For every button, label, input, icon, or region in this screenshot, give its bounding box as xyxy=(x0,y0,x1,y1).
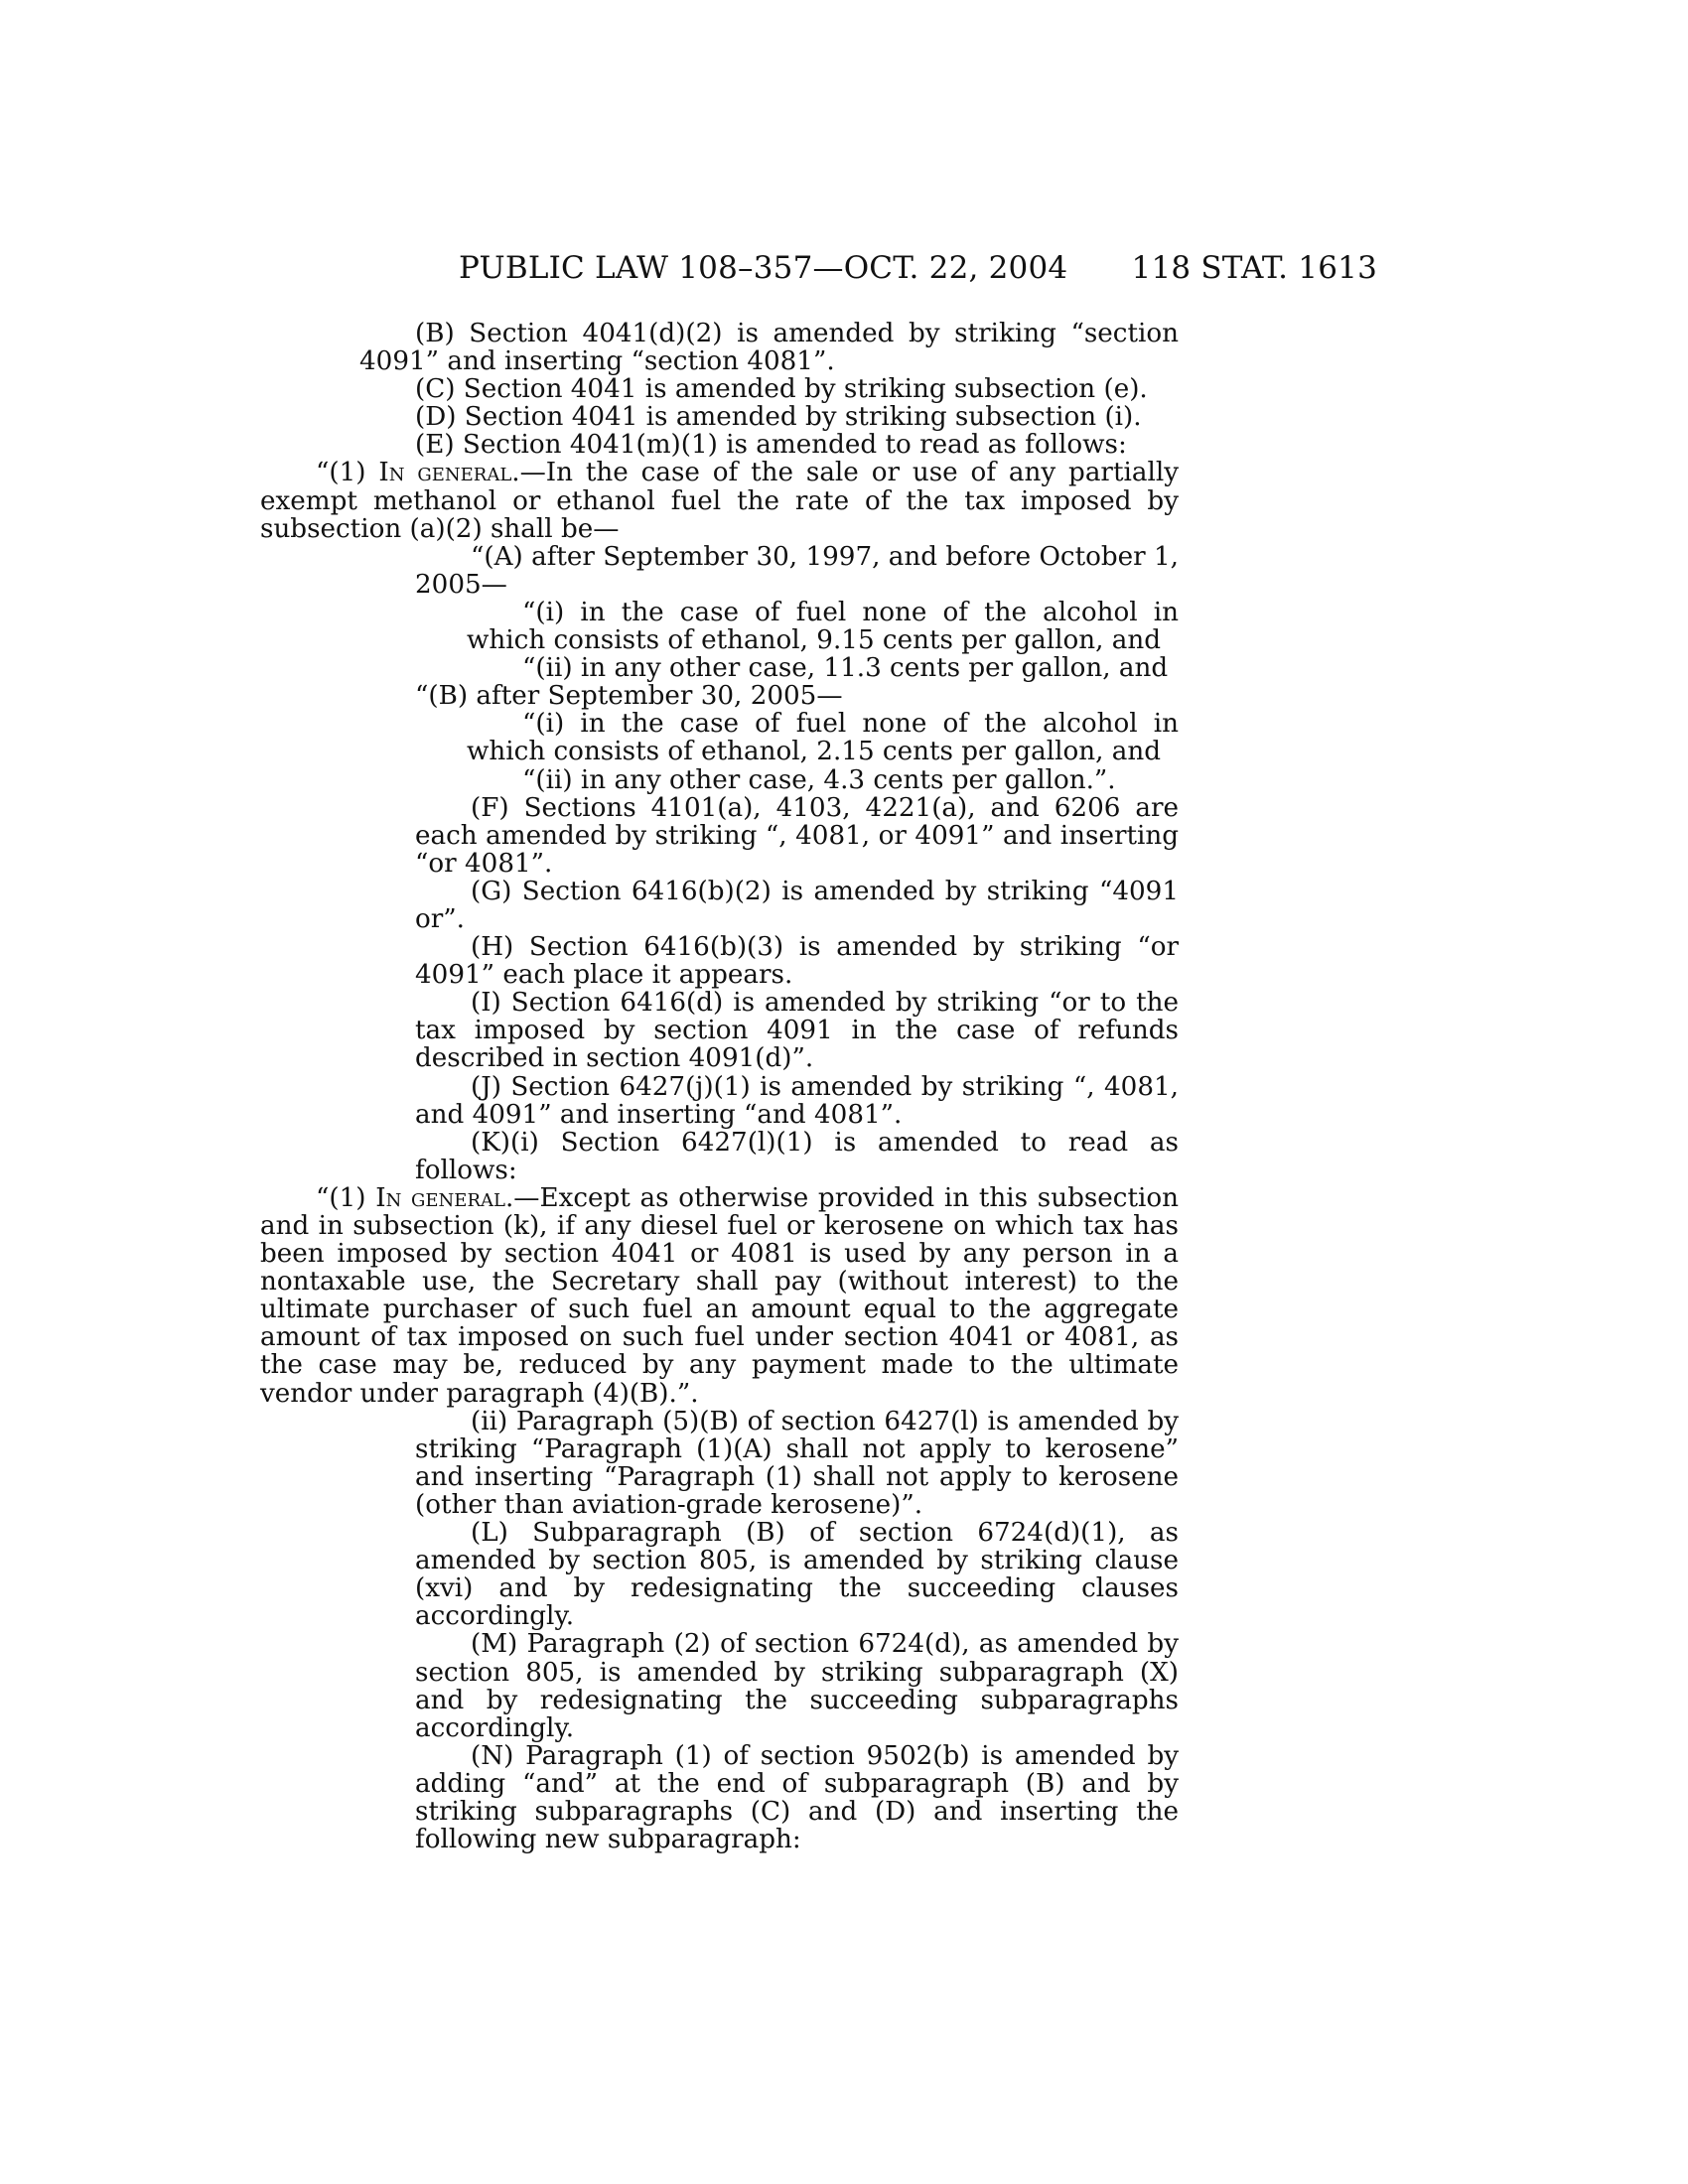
quoted-clause-i-2: “(i) in the case of fuel none of the alcohol in which consists of ethanol, 2.15 cents per gallon, and xyxy=(467,709,1179,767)
body-text xyxy=(260,319,1180,1855)
paragraph-e: (E) Section 4041(m)(1) is amended to read as follows: xyxy=(415,430,1127,461)
header-public-law: PUBLIC LAW 108–357—OCT. 22, 2004 xyxy=(459,250,1068,286)
paragraph-c: (C) Section 4041 is amended by striking subsection (e). xyxy=(415,374,1148,405)
paragraph-l: (L) Subparagraph (B) of section 6724(d)(1), as amended by section 805, is amended by striking clause (xvi) and by redesignating the succeeding clauses accordingly. xyxy=(415,1518,1179,1632)
heading-in-general: In general xyxy=(378,458,512,488)
paragraph-m: (M) Paragraph (2) of section 6724(d), as amended by section 805, is amended by striking subparagraph (X) and by redesignating the succeeding subparagraphs accordingly. xyxy=(415,1629,1179,1743)
quoted-clause-i-1: “(i) in the case of fuel none of the alcohol in which consists of ethanol, 9.15 cents per gallon, and xyxy=(467,597,1179,656)
paragraph-j: (J) Section 6427(j)(1) is amended by striking “, 4081, and 4091” and inserting “and 4081”. xyxy=(415,1071,1179,1130)
paragraph-g: (G) Section 6416(b)(2) is amended by striking “4091 or”. xyxy=(415,876,1179,934)
paragraph-h: (H) Section 6416(b)(3) is amended by striking “or 4091” each place it appears. xyxy=(415,932,1179,991)
quoted-clause-ii-1: “(ii) in any other case, 11.3 cents per gallon, and xyxy=(522,653,1169,684)
paragraph-i: (I) Section 6416(d) is amended by striking “or to the tax imposed by section 4091 in the case of refunds described in section 4091(d)”. xyxy=(415,988,1179,1074)
paragraph-b: (B) Section 4041(d)(2) is amended by striking “section 4091” and inserting “section 4081”. xyxy=(359,319,1179,377)
header-stat-page: 118 STAT. 1613 xyxy=(1131,250,1377,286)
quoted-clause-ii-2: “(ii) in any other case, 4.3 cents per gallon.”. xyxy=(522,764,1116,795)
quoted-subparagraph-a: “(A) after September 30, 1997, and before October 1, 2005— xyxy=(415,541,1179,600)
quoted-paragraph-1-refund: “(1) In general.—Except as otherwise provided in this subsection and in subsection (k), if any diesel fuel or kerosene on which tax has been imposed by section 4041 or 4081 is used by any person in a nontaxable use, the Secretary shall pay (without interest) to the ultimate purchaser of such fuel an amount equal to the aggregate amount of tax imposed on such fuel under section 4041 or 4081, as the case may be, reduced by any payment made to the ultimate vendor under paragraph (4)(B).”. xyxy=(260,1182,1179,1409)
quoted-paragraph-1: “(1) In general.—In the case of the sale or use of any partially exempt methanol or ethanol fuel the rate of the tax imposed by subsection (a)(2) shall be— xyxy=(260,458,1180,544)
paragraph-k: (K)(i) Section 6427(l)(1) is amended to read as follows: xyxy=(415,1127,1179,1185)
paragraph-f: (F) Sections 4101(a), 4103, 4221(a), and 6206 are each amended by striking “, 4081, or 4091” and inserting “or 4081”. xyxy=(415,792,1179,879)
heading-in-general-2: In general xyxy=(375,1182,505,1213)
quoted-subparagraph-b: “(B) after September 30, 2005— xyxy=(415,681,843,712)
paragraph-n: (N) Paragraph (1) of section 9502(b) is amended by adding “and” at the end of subparagraph (B) and by striking subparagraphs (C) and (D) and inserting the following new subparagraph: xyxy=(415,1740,1179,1855)
paragraph-d: (D) Section 4041 is amended by striking subsection (i). xyxy=(415,402,1142,433)
paragraph-k-ii: (ii) Paragraph (5)(B) of section 6427(l) is amended by striking “Paragraph (1)(A) shall not apply to kerosene” and inserting “Paragraph (1) shall not apply to kerosene (other than aviation-grade kerosene)”. xyxy=(415,1406,1179,1520)
running-header xyxy=(459,250,1377,290)
